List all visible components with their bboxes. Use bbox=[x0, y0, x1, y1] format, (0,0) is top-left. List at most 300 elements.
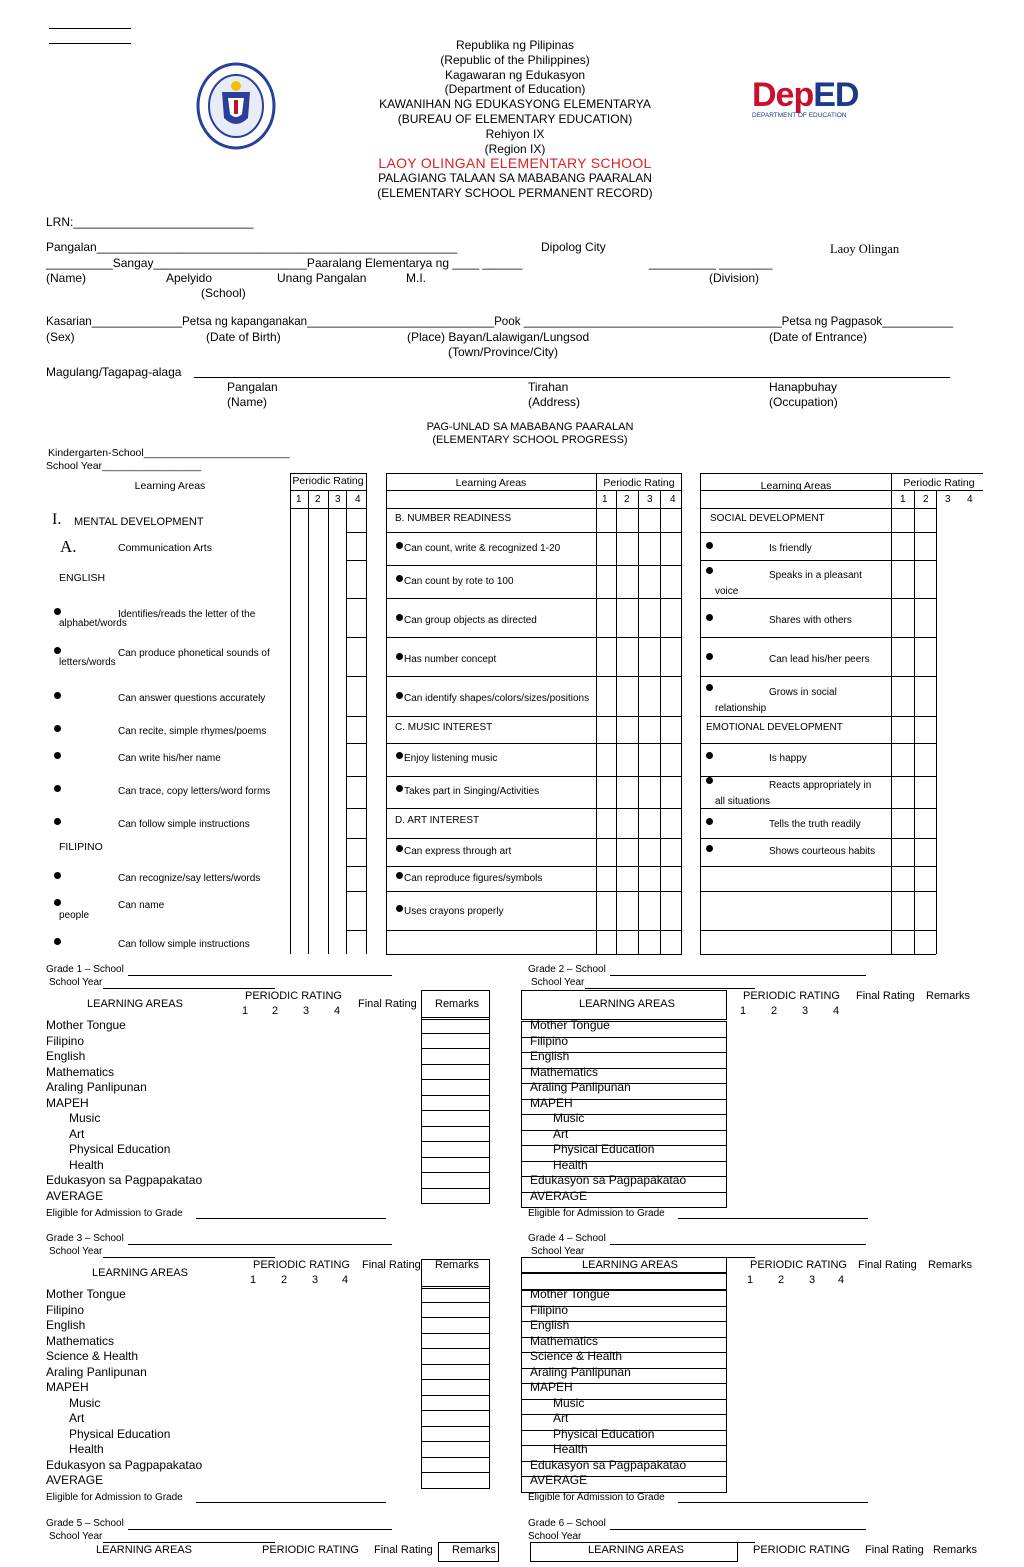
subject-label: Araling Panlipunan bbox=[46, 1080, 147, 1094]
subject-label: MAPEH bbox=[46, 1380, 89, 1394]
quarter-number: 3 bbox=[802, 1005, 809, 1017]
number-item: Has number concept bbox=[404, 654, 497, 665]
school-year-label: School Year bbox=[49, 1531, 103, 1542]
filipino-item: Can name bbox=[118, 900, 165, 911]
grid-line bbox=[346, 838, 366, 839]
grid-line bbox=[660, 490, 661, 954]
number-item: Can count, write & recognized 1-20 bbox=[404, 543, 561, 554]
subject-label: Physical Education bbox=[69, 1426, 171, 1441]
school-year-line[interactable] bbox=[103, 1257, 275, 1258]
subject-row[interactable] bbox=[521, 1461, 727, 1478]
school-year-line[interactable] bbox=[103, 1542, 275, 1543]
grid-line bbox=[700, 776, 936, 777]
grid-line bbox=[386, 473, 682, 474]
subject-label: Physical Education bbox=[69, 1142, 171, 1156]
deped-logo: DepED DEPARTMENT OF EDUCATION bbox=[752, 76, 867, 130]
quarter-number: 3 bbox=[647, 494, 653, 505]
eligible-label: Eligible for Admission to Grade bbox=[46, 1492, 183, 1503]
subject-row[interactable] bbox=[521, 1399, 727, 1416]
form-title: PALAGIANG TALAAN SA MABABANG PAARALAN bbox=[378, 171, 652, 186]
subject-row[interactable] bbox=[521, 1161, 727, 1178]
grid-line bbox=[700, 866, 936, 867]
social-item-cont: voice bbox=[715, 586, 739, 597]
grade-school-label: Grade 1 – School bbox=[46, 964, 124, 975]
bullet-icon bbox=[396, 752, 403, 759]
grade-school-label: Grade 5 – School bbox=[46, 1518, 124, 1529]
bullet-icon bbox=[706, 542, 713, 549]
remarks-cell[interactable] bbox=[421, 1441, 490, 1458]
mental-development: MENTAL DEVELOPMENT bbox=[74, 516, 204, 528]
subject-label: Art bbox=[553, 1411, 569, 1425]
grid-line bbox=[346, 637, 366, 638]
quarter-number: 2 bbox=[272, 1005, 279, 1017]
bullet-icon bbox=[54, 725, 61, 732]
english-label: ENGLISH bbox=[59, 572, 106, 584]
quarter-number: 4 bbox=[670, 494, 676, 505]
remarks-cell[interactable] bbox=[421, 1079, 490, 1096]
unang-pangalan-label: Unang Pangalan bbox=[277, 271, 367, 285]
subject-label: Filipino bbox=[530, 1302, 569, 1317]
remarks-cell[interactable] bbox=[421, 1302, 490, 1319]
remarks-header: Remarks bbox=[435, 1259, 480, 1271]
learning-areas-header: Learning Areas bbox=[455, 477, 527, 489]
emotional-item: Shows courteous habits bbox=[769, 846, 876, 857]
subject-row[interactable] bbox=[521, 1192, 727, 1209]
final-rating-header: Final Rating bbox=[856, 990, 915, 1002]
subject-row[interactable] bbox=[521, 1052, 727, 1069]
bullet-icon bbox=[396, 872, 403, 879]
progress-title-en: (ELEMENTARY SCHOOL PROGRESS) bbox=[432, 434, 628, 446]
remarks-cell[interactable] bbox=[421, 1457, 490, 1474]
remarks-cell[interactable] bbox=[421, 1395, 490, 1412]
grid-line bbox=[346, 716, 366, 717]
quarter-number: 4 bbox=[355, 494, 361, 505]
subject-label: Filipino bbox=[46, 1033, 85, 1048]
subject-row[interactable] bbox=[521, 1114, 727, 1131]
mi-label: M.I. bbox=[406, 271, 426, 285]
grid-line bbox=[638, 490, 639, 954]
eligible-line[interactable] bbox=[196, 1218, 386, 1219]
grid-line bbox=[700, 838, 936, 839]
remarks-cell[interactable] bbox=[421, 1064, 490, 1081]
barangay-value: Laoy Olingan bbox=[830, 242, 900, 256]
school-year-label: School Year bbox=[531, 977, 585, 988]
social-item: Is friendly bbox=[769, 543, 812, 554]
subject-label: MAPEH bbox=[530, 1095, 573, 1110]
quarter-number: 2 bbox=[771, 1005, 778, 1017]
subject-label: Mother Tongue bbox=[530, 1287, 610, 1301]
sangay-field[interactable]: __________Sangay_______________________Paaralang Elementarya ng ____ ______ bbox=[46, 256, 523, 270]
bullet-icon bbox=[54, 785, 61, 792]
bullet-icon bbox=[706, 653, 713, 660]
quarter-number: 2 bbox=[624, 494, 630, 505]
remarks-cell[interactable] bbox=[421, 1286, 490, 1303]
grid-line bbox=[700, 508, 936, 509]
remarks-cell[interactable] bbox=[421, 1095, 490, 1112]
grade-school-line[interactable] bbox=[128, 1244, 392, 1245]
english-item-cont: letters/words bbox=[59, 657, 116, 668]
grid-line bbox=[700, 560, 936, 561]
social-item: Speaks in a pleasant bbox=[769, 570, 862, 581]
subject-label: Araling Panlipunan bbox=[530, 1364, 631, 1379]
header-box bbox=[438, 1542, 499, 1562]
header-box bbox=[521, 1273, 727, 1290]
grade-school-line[interactable] bbox=[610, 1529, 866, 1530]
subject-label: Filipino bbox=[530, 1033, 569, 1048]
blank-line bbox=[49, 28, 131, 29]
quarter-number: 1 bbox=[296, 494, 302, 505]
periodic-rating-header: PERIODIC RATING bbox=[245, 990, 342, 1002]
magulang-line[interactable] bbox=[194, 377, 950, 378]
emotional-development: EMOTIONAL DEVELOPMENT bbox=[706, 722, 843, 733]
subject-row[interactable] bbox=[521, 1445, 727, 1462]
name-label: (Name) bbox=[46, 271, 87, 285]
learning-areas-header: LEARNING AREAS bbox=[87, 998, 183, 1010]
grid-line bbox=[936, 490, 937, 954]
remarks-cell[interactable] bbox=[421, 1188, 490, 1205]
grid-line bbox=[346, 866, 366, 867]
number-item: Can count by rote to 100 bbox=[404, 576, 514, 587]
header-line: (BUREAU OF ELEMENTARY EDUCATION) bbox=[397, 111, 633, 126]
eligible-label: Eligible for Admission to Grade bbox=[528, 1208, 665, 1219]
remarks-cell[interactable] bbox=[421, 1364, 490, 1381]
quarter-number: 3 bbox=[945, 494, 951, 505]
remarks-header: Remarks bbox=[435, 998, 480, 1010]
school-year-line[interactable] bbox=[585, 988, 755, 989]
subject-row[interactable] bbox=[521, 1099, 727, 1116]
remarks-cell[interactable] bbox=[421, 1017, 490, 1034]
subject-row[interactable] bbox=[521, 1383, 727, 1400]
grid-line bbox=[366, 473, 367, 954]
subject-label: Health bbox=[553, 1157, 588, 1172]
remarks-cell[interactable] bbox=[421, 1048, 490, 1065]
subject-label: AVERAGE bbox=[46, 1188, 104, 1203]
quarter-number: 4 bbox=[334, 1005, 341, 1017]
grade-school-label: Grade 2 – School bbox=[528, 964, 606, 975]
address-label: (Address) bbox=[528, 395, 581, 409]
bullet-icon bbox=[396, 542, 403, 549]
bullet-icon bbox=[396, 785, 403, 792]
grid-line bbox=[700, 716, 936, 717]
english-item: Can produce phonetical sounds of bbox=[118, 648, 270, 659]
social-item: Can lead his/her peers bbox=[769, 654, 870, 665]
remarks-cell[interactable] bbox=[421, 1426, 490, 1443]
learning-areas-header: LEARNING AREAS bbox=[588, 1544, 684, 1556]
subject-label: Art bbox=[69, 1411, 85, 1425]
bullet-icon bbox=[396, 845, 403, 852]
bullet-icon bbox=[54, 872, 61, 879]
remarks-cell[interactable] bbox=[421, 1033, 490, 1050]
grid-line bbox=[700, 930, 936, 931]
school-year-label: School Year bbox=[49, 1246, 103, 1257]
header-box bbox=[421, 990, 490, 1020]
quarter-number: 4 bbox=[967, 494, 973, 505]
quarter-number: 3 bbox=[312, 1274, 319, 1286]
periodic-rating-header: PERIODIC RATING bbox=[753, 1544, 850, 1556]
school-year-label: School Year bbox=[49, 977, 103, 988]
grid-line bbox=[346, 808, 366, 809]
grade-school-label: Grade 3 – School bbox=[46, 1233, 124, 1244]
periodic-rating-header: Periodic Rating bbox=[603, 477, 675, 489]
subject-label: Edukasyon sa Pagpapakatao bbox=[46, 1173, 203, 1187]
emotional-item: Tells the truth readily bbox=[769, 819, 861, 830]
bullet-icon bbox=[706, 567, 713, 574]
final-rating-header: Final Rating bbox=[362, 1259, 421, 1271]
periodic-rating-header: PERIODIC RATING bbox=[253, 1259, 350, 1271]
final-rating-header: Final Rating bbox=[358, 998, 417, 1010]
subject-label: Edukasyon sa Pagpapakatao bbox=[46, 1457, 203, 1472]
city-value: Dipolog City bbox=[541, 240, 606, 254]
bullet-icon bbox=[54, 938, 61, 945]
english-item: Can write his/her name bbox=[118, 753, 221, 764]
learning-areas-header: Learning Areas bbox=[134, 480, 206, 492]
subject-row[interactable] bbox=[521, 1068, 727, 1085]
quarter-number: 3 bbox=[335, 494, 341, 505]
bullet-icon bbox=[54, 752, 61, 759]
doe-label: (Date of Entrance) bbox=[769, 330, 868, 344]
subject-label: Music bbox=[69, 1395, 101, 1410]
subject-label: Mathematics bbox=[530, 1064, 599, 1079]
quarter-number: 4 bbox=[838, 1274, 845, 1286]
periodic-rating-header: Periodic Rating bbox=[292, 475, 364, 487]
grid-line bbox=[346, 743, 366, 744]
progress-title: PAG-UNLAD SA MABABANG PAARALAN bbox=[426, 421, 634, 433]
pangalan2-label: Pangalan bbox=[227, 380, 278, 394]
quarter-number: 2 bbox=[315, 494, 321, 505]
grid-line bbox=[346, 891, 366, 892]
grid-line bbox=[700, 473, 701, 954]
subject-label: Mathematics bbox=[46, 1064, 115, 1079]
subject-label: Health bbox=[69, 1442, 104, 1456]
subject-label: English bbox=[46, 1318, 86, 1332]
final-rating-header: Final Rating bbox=[858, 1259, 917, 1271]
remarks-cell[interactable] bbox=[421, 1348, 490, 1365]
place-label: (Place) Bayan/Lalawigan/Lungsod bbox=[407, 330, 590, 344]
subject-label: Music bbox=[69, 1111, 101, 1125]
header-line: (Republic of the Philippines) bbox=[440, 52, 590, 67]
header-line: Kagawaran ng Edukasyon bbox=[444, 67, 586, 82]
subject-row[interactable] bbox=[521, 1476, 727, 1493]
quarter-number: 3 bbox=[809, 1274, 816, 1286]
blank-line bbox=[49, 43, 131, 44]
music-item: Takes part in Singing/Activities bbox=[404, 786, 540, 797]
remarks-cell[interactable] bbox=[421, 1472, 490, 1489]
name2-label: (Name) bbox=[227, 395, 268, 409]
remarks-header: Remarks bbox=[933, 1544, 978, 1556]
filipino-item-cont: people bbox=[59, 910, 90, 921]
subject-row[interactable] bbox=[521, 1176, 727, 1193]
bullet-icon bbox=[396, 575, 403, 582]
grid-line bbox=[346, 560, 366, 561]
grade-school-line[interactable] bbox=[128, 1529, 392, 1530]
grid-line bbox=[346, 776, 366, 777]
subject-row[interactable] bbox=[521, 1430, 727, 1447]
division-field[interactable]: __________ ________ bbox=[649, 256, 773, 270]
grid-line bbox=[346, 930, 366, 931]
bullet-icon bbox=[54, 818, 61, 825]
grid-line bbox=[914, 490, 915, 954]
comm-arts: Communication Arts bbox=[118, 542, 212, 554]
remarks-cell[interactable] bbox=[421, 1333, 490, 1350]
subject-label: Mother Tongue bbox=[46, 1018, 126, 1032]
filipino-item: Can follow simple instructions bbox=[118, 939, 250, 950]
emotional-item: Reacts appropriately in bbox=[769, 780, 872, 791]
grid-line bbox=[290, 473, 367, 474]
kinder-school[interactable]: Kindergarten-School_________________________ bbox=[48, 447, 290, 459]
school-label: (School) bbox=[201, 286, 246, 300]
subject-label: Mathematics bbox=[530, 1333, 599, 1348]
subject-row[interactable] bbox=[521, 1352, 727, 1369]
grid-line bbox=[700, 637, 936, 638]
english-item-cont: alphabet/words bbox=[59, 618, 127, 629]
subject-label: Music bbox=[553, 1395, 585, 1410]
remarks-cell[interactable] bbox=[421, 1110, 490, 1127]
quarter-number: 2 bbox=[281, 1274, 288, 1286]
subject-row[interactable] bbox=[521, 1414, 727, 1431]
subject-label: MAPEH bbox=[530, 1380, 573, 1394]
subject-label: Edukasyon sa Pagpapakatao bbox=[530, 1173, 687, 1187]
art-item: Can reproduce figures/symbols bbox=[404, 873, 543, 884]
subject-label: Mathematics bbox=[46, 1333, 115, 1348]
occupation-label: (Occupation) bbox=[769, 395, 838, 409]
bullet-icon bbox=[396, 905, 403, 912]
subject-label: Art bbox=[69, 1126, 85, 1141]
bullet-icon bbox=[54, 692, 61, 699]
filipino-label: FILIPINO bbox=[59, 841, 103, 853]
learning-areas-header: LEARNING AREAS bbox=[582, 1259, 678, 1271]
grid-line bbox=[891, 473, 892, 954]
remarks-cell[interactable] bbox=[421, 1379, 490, 1396]
header-box bbox=[530, 1542, 738, 1562]
number-item: Can group objects as directed bbox=[404, 615, 537, 626]
form-title-en: (ELEMENTARY SCHOOL PERMANENT RECORD) bbox=[377, 185, 653, 200]
grid-line bbox=[700, 676, 936, 677]
remarks-cell[interactable] bbox=[421, 1157, 490, 1174]
art-item: Can express through art bbox=[404, 846, 512, 857]
bullet-icon bbox=[706, 752, 713, 759]
kinder-year[interactable]: School Year_________________ bbox=[46, 460, 202, 472]
eligible-line[interactable] bbox=[196, 1502, 386, 1503]
learning-areas-header: Learning Areas bbox=[760, 480, 832, 492]
header-line: Rehiyon IX bbox=[485, 126, 545, 141]
learning-areas-header: LEARNING AREAS bbox=[92, 1267, 188, 1279]
lrn-field[interactable]: LRN:___________________________ bbox=[46, 215, 254, 229]
periodic-rating-header: PERIODIC RATING bbox=[262, 1544, 359, 1556]
grid-line bbox=[308, 490, 309, 954]
subject-label: Music bbox=[553, 1111, 585, 1125]
pangalan-field[interactable]: Pangalan______________________________________________________ bbox=[46, 240, 458, 254]
subject-row[interactable] bbox=[521, 1290, 727, 1307]
learning-areas-header: LEARNING AREAS bbox=[96, 1544, 192, 1556]
subject-label: Araling Panlipunan bbox=[530, 1080, 631, 1094]
remarks-cell[interactable] bbox=[421, 1126, 490, 1143]
subject-label: English bbox=[46, 1049, 86, 1063]
quarter-number: 1 bbox=[250, 1274, 257, 1286]
social-item: Grows in social bbox=[769, 687, 837, 698]
subject-row[interactable] bbox=[521, 1130, 727, 1147]
grid-line bbox=[346, 676, 366, 677]
subject-label: English bbox=[530, 1318, 570, 1332]
quarter-number: 3 bbox=[303, 1005, 310, 1017]
letter-a: A. bbox=[60, 537, 77, 556]
division-label: (Division) bbox=[709, 271, 760, 285]
subject-label: Mother Tongue bbox=[530, 1018, 610, 1032]
grade-school-line[interactable] bbox=[610, 1244, 866, 1245]
subject-label: Filipino bbox=[46, 1302, 85, 1317]
subject-row[interactable] bbox=[521, 1037, 727, 1054]
subject-label: AVERAGE bbox=[46, 1473, 104, 1487]
subject-label: AVERAGE bbox=[530, 1188, 588, 1203]
bullet-icon bbox=[706, 684, 713, 691]
subject-label: Physical Education bbox=[553, 1142, 655, 1156]
subject-row[interactable] bbox=[521, 1368, 727, 1385]
subject-label: AVERAGE bbox=[530, 1473, 588, 1487]
eligible-line[interactable] bbox=[678, 1502, 868, 1503]
tirahan-label: Tirahan bbox=[528, 380, 569, 394]
eligible-label: Eligible for Admission to Grade bbox=[528, 1492, 665, 1503]
grade-school-line[interactable] bbox=[610, 975, 866, 976]
bullet-icon bbox=[54, 899, 61, 906]
art-interest: D. ART INTEREST bbox=[395, 815, 480, 826]
roman-numeral: I. bbox=[52, 511, 62, 528]
subject-row[interactable] bbox=[521, 1145, 727, 1162]
english-item: Can answer questions accurately bbox=[118, 693, 266, 704]
header-box bbox=[521, 990, 727, 1020]
subject-row[interactable] bbox=[521, 1337, 727, 1354]
subject-row[interactable] bbox=[521, 1083, 727, 1100]
learning-areas-header: LEARNING AREAS bbox=[579, 998, 675, 1010]
grid-line bbox=[700, 891, 936, 892]
periodic-rating-header: PERIODIC RATING bbox=[743, 990, 840, 1002]
eligible-line[interactable] bbox=[678, 1218, 868, 1219]
kasarian-row[interactable]: Kasarian______________Petsa ng kapanganakan_____________________________Pook ________________________________________Petsa ng Pagpasok___________ bbox=[46, 315, 954, 328]
sex-label: (Sex) bbox=[46, 330, 75, 344]
quarter-number: 1 bbox=[602, 494, 608, 505]
header-line: Republika ng Pilipinas bbox=[455, 38, 575, 52]
remarks-header: Remarks bbox=[926, 990, 971, 1002]
subject-label: Health bbox=[69, 1157, 104, 1172]
school-year-line[interactable] bbox=[103, 988, 275, 989]
social-development: SOCIAL DEVELOPMENT bbox=[710, 513, 825, 524]
quarter-number: 2 bbox=[923, 494, 929, 505]
remarks-cell[interactable] bbox=[421, 1410, 490, 1427]
bullet-icon bbox=[396, 692, 403, 699]
grid-line bbox=[328, 490, 329, 954]
subject-label: Araling Panlipunan bbox=[46, 1364, 147, 1379]
number-readiness: B. NUMBER READINESS bbox=[395, 513, 512, 524]
subject-row[interactable] bbox=[521, 1021, 727, 1038]
grid-line bbox=[386, 473, 387, 954]
bullet-icon bbox=[396, 614, 403, 621]
final-rating-header: Final Rating bbox=[374, 1544, 433, 1556]
subject-label: English bbox=[530, 1049, 570, 1063]
apelyido-label: Apelyido bbox=[166, 271, 213, 285]
grid-line bbox=[290, 508, 367, 509]
grid-line bbox=[700, 490, 983, 491]
periodic-rating-header: PERIODIC RATING bbox=[750, 1259, 847, 1271]
subject-label: Physical Education bbox=[553, 1426, 655, 1441]
quarter-number: 1 bbox=[242, 1005, 249, 1017]
remarks-cell[interactable] bbox=[421, 1317, 490, 1334]
school-name: LAOY OLINGAN ELEMENTARY SCHOOL bbox=[378, 155, 652, 172]
music-interest: C. MUSIC INTEREST bbox=[395, 722, 493, 733]
remarks-cell[interactable] bbox=[421, 1172, 490, 1189]
subject-row[interactable] bbox=[521, 1306, 727, 1323]
deped-logo-sub: DEPARTMENT OF EDUCATION bbox=[752, 112, 847, 119]
grade-school-line[interactable] bbox=[128, 975, 392, 976]
remarks-cell[interactable] bbox=[421, 1141, 490, 1158]
subject-row[interactable] bbox=[521, 1321, 727, 1338]
